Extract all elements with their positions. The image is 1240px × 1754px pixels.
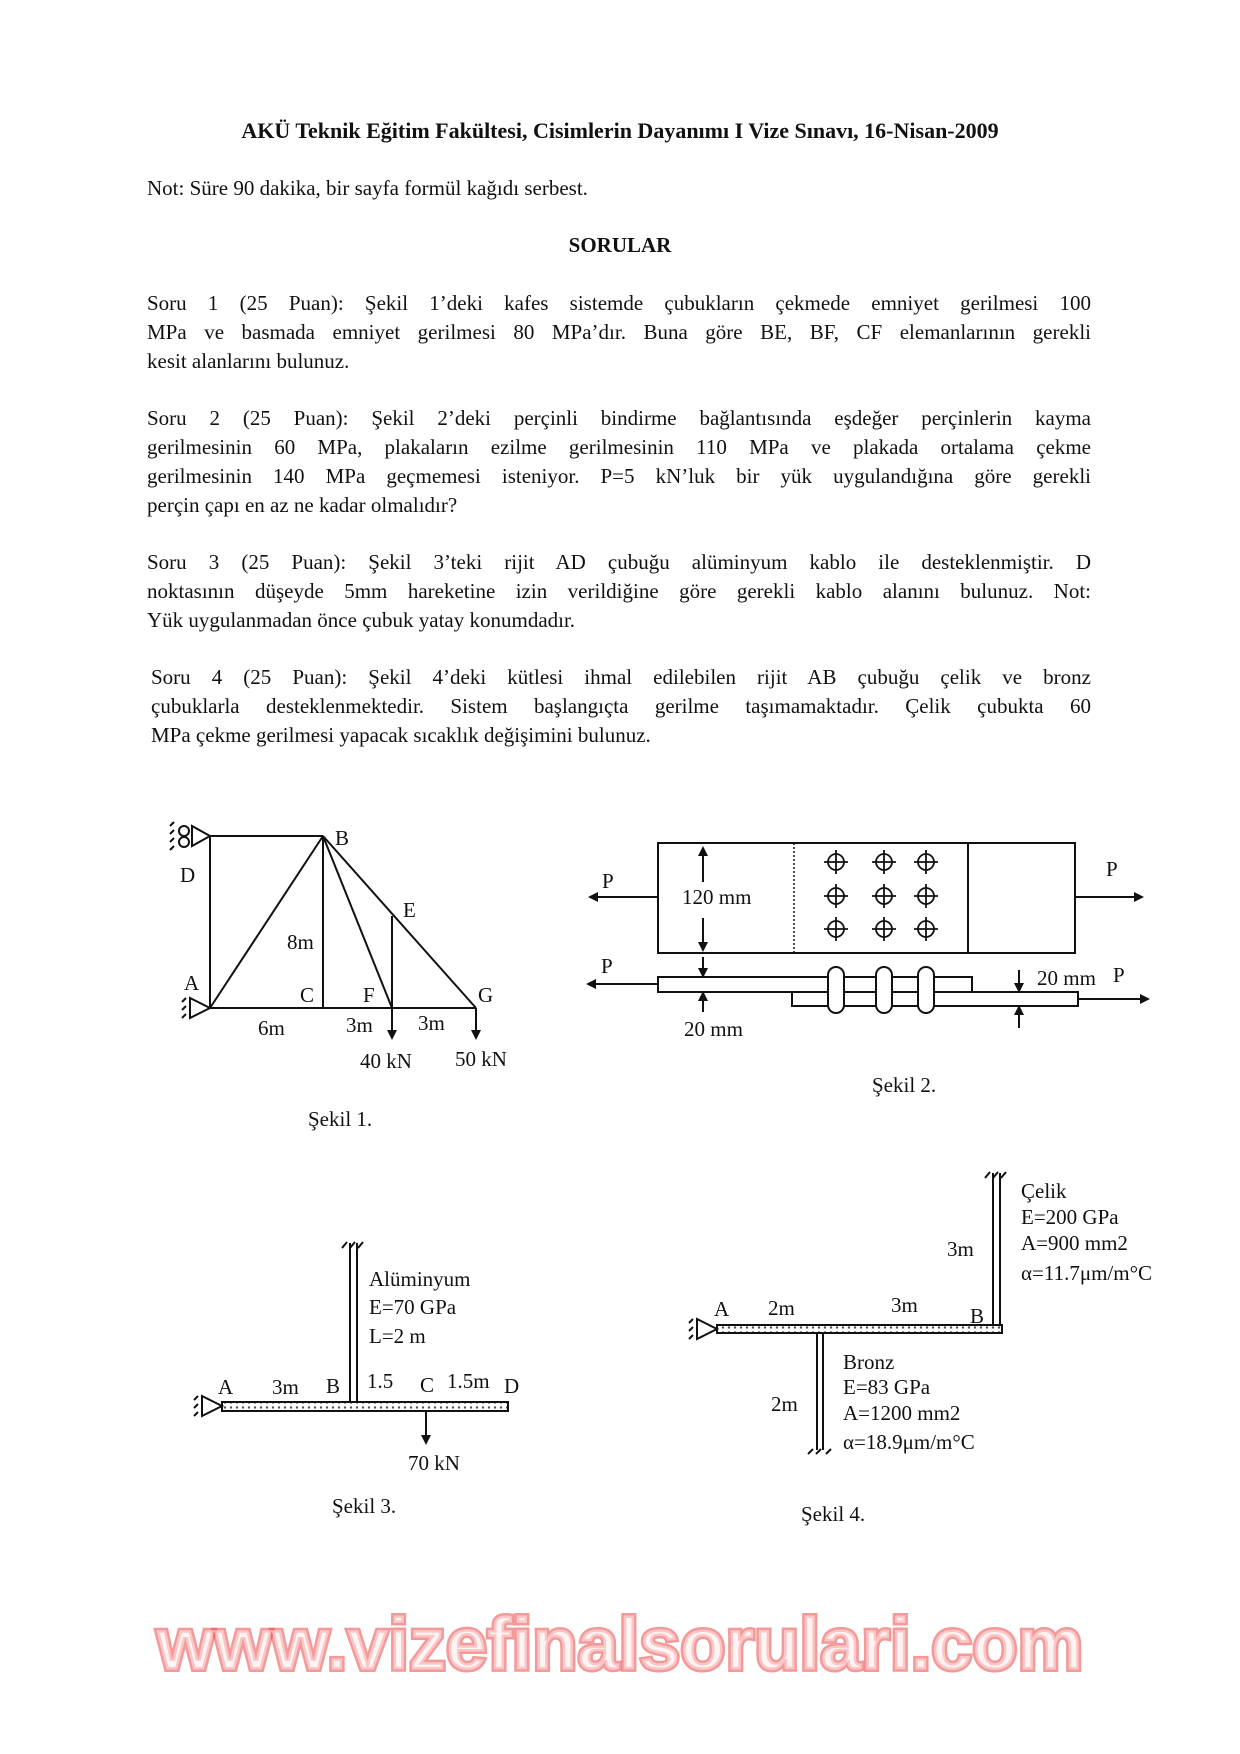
rivet-side-icon bbox=[828, 967, 844, 1013]
question-line: Yük uygulanmadan önce çubuk yatay konumdadır. bbox=[147, 608, 576, 632]
question-line: Soru 4 (25 Puan): Şekil 4’deki kütlesi ihmal edilebilen rijit AB çubuğu çelik ve bronz bbox=[151, 665, 1091, 689]
node-label-b: B bbox=[335, 826, 350, 850]
cable-modulus: E=70 GPa bbox=[369, 1295, 457, 1319]
steel-area: A=900 mm2 bbox=[1021, 1231, 1128, 1255]
section-heading: SORULAR bbox=[568, 233, 672, 257]
rivet-icon bbox=[824, 850, 848, 874]
load-label-p: P bbox=[1106, 857, 1118, 881]
bronze-alpha: α=18.9μm/m°C bbox=[843, 1430, 975, 1454]
ground-hatch-icon bbox=[689, 1319, 693, 1339]
question-line: Soru 2 (25 Puan): Şekil 2’deki perçinli bindirme bağlantısında eşdeğer perçinlerin kayma bbox=[147, 406, 1091, 430]
figure-1-caption: Şekil 1. bbox=[308, 1107, 373, 1131]
ceiling-hatch-icon bbox=[342, 1242, 363, 1248]
point-label-c: C bbox=[420, 1373, 435, 1397]
question-line: MPa ve basmada emniyet gerilmesi 80 MPa’dır. Buna göre BE, BF, CF elemanlarının gerekli bbox=[147, 320, 1091, 344]
watermark: www.vizefinalsorulari.com bbox=[156, 1602, 1084, 1686]
rigid-bar-ab bbox=[717, 1325, 1002, 1333]
rivet-icon bbox=[872, 917, 896, 941]
dim-cd: 1.5m bbox=[447, 1369, 490, 1393]
steel-alpha: α=11.7μm/m°C bbox=[1021, 1261, 1152, 1285]
load-label-p: P bbox=[601, 954, 613, 978]
dim-height: 8m bbox=[287, 930, 314, 954]
exam-note: Not: Süre 90 dakika, bir sayfa formül kağıdı serbest. bbox=[147, 176, 588, 200]
dim-cf: 3m bbox=[346, 1013, 373, 1037]
dim-thickness-left: 20 mm bbox=[684, 1017, 743, 1041]
question-line: gerilmesinin 60 MPa, plakaların ezilme gerilmesinin 110 MPa ve plakada ortalama çekme bbox=[147, 435, 1091, 459]
node-label-d: D bbox=[180, 863, 196, 887]
exam-title: AKÜ Teknik Eğitim Fakültesi, Cisimlerin Dayanımı I Vize Sınavı, 16-Nisan-2009 bbox=[241, 118, 999, 143]
ceiling-hatch-icon bbox=[985, 1172, 1006, 1178]
node-label-g: G bbox=[478, 983, 494, 1007]
ground-hatch-icon bbox=[194, 1396, 198, 1416]
roller-support-d bbox=[192, 826, 210, 846]
dim-ab: 3m bbox=[272, 1375, 299, 1399]
dim-fg: 3m bbox=[418, 1011, 445, 1035]
node-label-c: C bbox=[300, 983, 315, 1007]
bronze-modulus: E=83 GPa bbox=[843, 1375, 931, 1399]
node-label-a: A bbox=[184, 971, 200, 995]
question-line: MPa çekme gerilmesi yapacak sıcaklık değişimini bulunuz. bbox=[151, 723, 651, 747]
pin-support-a bbox=[202, 1396, 222, 1416]
rivet-icon bbox=[824, 884, 848, 908]
figure-3-caption: Şekil 3. bbox=[332, 1494, 397, 1518]
dim-a-bronze: 2m bbox=[768, 1296, 795, 1320]
rivet-side-icon bbox=[876, 967, 892, 1013]
point-label-a: A bbox=[218, 1375, 234, 1399]
rivet-icon bbox=[914, 917, 938, 941]
load-label-f: 40 kN bbox=[360, 1049, 412, 1073]
bronze-area: A=1200 mm2 bbox=[843, 1401, 961, 1425]
steel-length: 3m bbox=[947, 1237, 974, 1261]
figure-2-lap-joint bbox=[588, 843, 1148, 1028]
ground-hatch-icon bbox=[808, 1449, 831, 1454]
question-line: perçin çapı en az ne kadar olmalıdır? bbox=[147, 493, 458, 517]
point-label-d: D bbox=[504, 1374, 520, 1398]
point-label-b: B bbox=[970, 1304, 985, 1328]
point-label-b: B bbox=[326, 1374, 341, 1398]
question-line: noktasının düşeyde 5mm hareketine izin verildiğine göre gerekli kablo alanını bulunuz. Not: bbox=[147, 579, 1091, 603]
load-label-p: P bbox=[602, 869, 614, 893]
roller-icon bbox=[179, 826, 189, 836]
figure-4-caption: Şekil 4. bbox=[801, 1502, 866, 1526]
question-line: Soru 3 (25 Puan): Şekil 3’teki rijit AD çubuğu alüminyum kablo ile desteklenmiştir. D bbox=[147, 550, 1091, 574]
rivet-icon bbox=[872, 884, 896, 908]
point-label-a: A bbox=[714, 1297, 730, 1321]
rigid-bar-ad bbox=[222, 1402, 508, 1411]
figure-2-caption: Şekil 2. bbox=[872, 1073, 937, 1097]
rivet-icon bbox=[914, 884, 938, 908]
bronze-name: Bronz bbox=[843, 1350, 895, 1374]
load-label-p: P bbox=[1113, 963, 1125, 987]
load-label-g: 50 kN bbox=[455, 1047, 507, 1071]
figure-1-truss bbox=[170, 822, 476, 1038]
steel-modulus: E=200 GPa bbox=[1021, 1205, 1119, 1229]
question-line: çubuklarla desteklenmektedir. Sistem başlangıçta gerilme taşımamaktadır. Çelik çubukta 60 bbox=[151, 694, 1091, 718]
pin-support-a bbox=[190, 998, 210, 1018]
rivet-side-icon bbox=[918, 967, 934, 1013]
member-bf bbox=[323, 836, 392, 1008]
question-line: gerilmesinin 140 MPa geçmemesi isteniyor. P=5 kN’luk bir yük uygulandığına göre gerekli bbox=[147, 464, 1091, 488]
ground-hatch-icon bbox=[182, 998, 186, 1018]
rivet-pattern bbox=[824, 850, 938, 941]
dim-thickness-right: 20 mm bbox=[1037, 966, 1096, 990]
dim-bronze-b: 3m bbox=[891, 1293, 918, 1317]
cable-length: L=2 m bbox=[369, 1324, 426, 1348]
dim-ac: 6m bbox=[258, 1016, 285, 1040]
node-label-e: E bbox=[403, 898, 416, 922]
pin-support-a bbox=[697, 1319, 717, 1339]
node-label-f: F bbox=[363, 983, 375, 1007]
question-line: kesit alanlarını bulunuz. bbox=[147, 349, 350, 373]
rivet-icon bbox=[872, 850, 896, 874]
dim-bc: 1.5 bbox=[367, 1369, 394, 1393]
member-bg bbox=[323, 836, 476, 1008]
bronze-length: 2m bbox=[771, 1392, 798, 1416]
roller-icon bbox=[179, 837, 189, 847]
ground-hatch-icon bbox=[170, 822, 174, 850]
load-label: 70 kN bbox=[408, 1451, 460, 1475]
cable-material: Alüminyum bbox=[369, 1267, 471, 1291]
question-line: Soru 1 (25 Puan): Şekil 1’deki kafes sistemde çubukların çekmede emniyet gerilmesi 100 bbox=[147, 291, 1091, 315]
steel-name: Çelik bbox=[1021, 1179, 1067, 1203]
dim-width: 120 mm bbox=[682, 885, 752, 909]
rivet-icon bbox=[914, 850, 938, 874]
rivet-icon bbox=[824, 917, 848, 941]
